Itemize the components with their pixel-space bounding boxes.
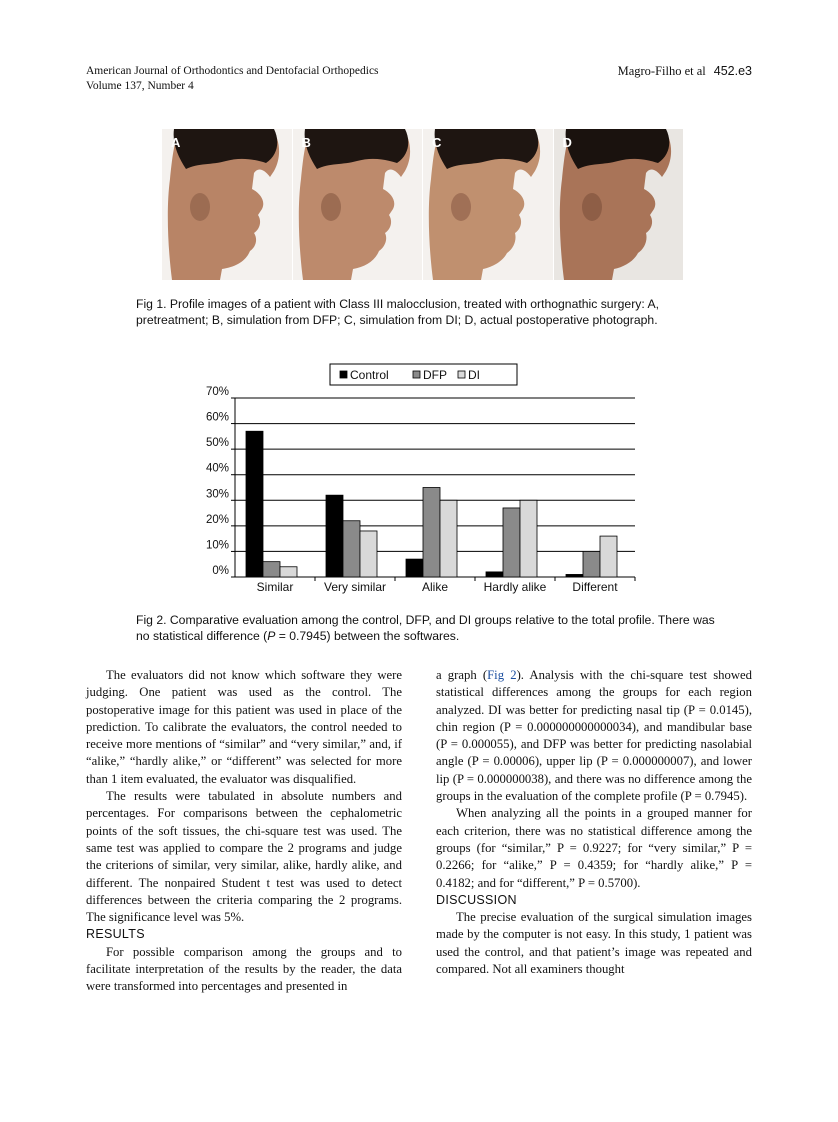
bar-dfp [343,521,360,577]
y-tick-label: 20% [205,513,229,526]
body-column-left [86,667,402,996]
legend-label: DFP [423,368,447,382]
legend-label: DI [468,368,480,382]
legend-swatch [413,371,420,378]
body-paragraph: When analyzing all the points in a grouped manner for each criterion, there was no statistical difference among the groups (for “similar,” P = 0.9227; for “very similar,” P = 0.2266; for “alike,” P = 0.4359; for “hardly alike,” P = 0.4182; and for “different,” P = 0.5700). [436,806,752,890]
running-header-right [618,64,752,79]
body-text: ). Analysis with the chi-square test showed statistical differences among the groups for each region analyzed. DI was better for predicting nasal tip (P = 0.0145), chin region (P = 0.000000000000034), and mandibular base (P = 0.000055), and DFP was better for predicting nasolabial angle (P = 0.00006), upper lip (P = 0.000000007), and lower lip (P = 0.000000038), and there was no difference among the groups in the evaluation of the complete profile (P = 0.7945). [436,668,752,804]
bar-control [486,572,503,577]
panel-label: A [171,135,181,150]
bar-dfp [423,488,440,578]
y-tick-label: 70% [205,386,229,398]
y-tick-label: 40% [205,462,229,475]
caption-text-end: = 0.7945) between the softwares. [275,629,460,643]
x-tick-label: Different [572,580,618,594]
legend-swatch [340,371,347,378]
legend-swatch [458,371,465,378]
bar-dfp [583,551,600,577]
body-paragraph: For possible comparison among the groups and to facilitate interpretation of the results by the reader, the data were transformed into percentages and presented in [86,944,402,994]
body-paragraph: The results were tabulated in absolute numbers and percentages. For comparisons between the cephalometric points of the soft tissues, the chi-square test was used. The same test was applied to compare the 2 programs and judge the criterions of similar, very similar, alike, hardly alike, and different. The nonpaired Student t test was used to detect differences between the criteria comparing the 2 programs. The significance level was 5%. [86,789,402,925]
profile-photo-b [293,129,423,280]
journal-volume: Volume 137, Number 4 [86,80,194,92]
panel-label: D [562,135,572,150]
bar-di [440,500,457,577]
body-paragraph: The precise evaluation of the surgical simulation images made by the computer is not easy. In this study, 1 patient was used the control, and that patient’s image was repeated and compared. Not all examiners thought [436,910,752,977]
panel-label: C [432,135,442,150]
body-column-right [436,667,752,978]
x-tick-label: Similar [256,580,294,594]
page-number: 452.e3 [713,64,752,78]
figure1-photos [162,129,683,280]
profile-photo-d [554,129,684,280]
bar-di [520,500,537,577]
figure2-caption [136,612,716,644]
bar-control [246,431,263,577]
bar-di [600,536,617,577]
bar-di [280,567,297,577]
profile-face-image [162,129,292,280]
y-tick-label: 0% [212,565,229,577]
profile-face-image [554,129,684,280]
caption-text: Fig 2. Comparative evaluation among the control, DFP, and DI groups relative to the total profile. There was no statistical difference ( [136,613,715,643]
body-paragraph [436,667,752,805]
author-name: Magro-Filho et al [617,64,706,78]
profile-face-image [293,129,423,280]
x-tick-label: Very similar [323,580,387,594]
figure1-caption: Fig 1. Profile images of a patient with Class III malocclusion, treated with orthognathic surgery: A, pretreatment; B, simulation from DFP; C, simulation from DI; D, actual postoperative photograph. [136,297,659,327]
x-tick-label: Alike [421,580,449,594]
bar-dfp [263,562,280,577]
bar-chart [190,360,650,600]
profile-face-image [423,129,553,280]
legend-label: Control [350,368,389,382]
bar-control [326,495,343,577]
y-tick-label: 10% [205,539,229,552]
body-paragraph: The evaluators did not know which software they were judging. One patient was used as the control. The postoperative image for this patient was used in place of the prediction. To calibrate the evaluators, the control needed to receive more mentions of “similar” and “very similar,” and, if “alike,” “hardly alike,” or “different” was selected for more than 1 item evaluated, the evaluator was disqualified. [86,668,402,786]
profile-photo-a [162,129,292,280]
profile-photo-c [423,129,553,280]
caption-p-symbol: P [267,629,276,643]
journal-title: American Journal of Orthodontics and Dentofacial Orthopedics [86,65,379,77]
y-tick-label: 30% [205,488,229,501]
bar-dfp [503,508,520,577]
bar-control [406,559,423,577]
x-tick-label: Hardly alike [483,580,547,594]
y-tick-label: 50% [205,437,229,450]
running-header-left [86,64,379,94]
results-heading: RESULTS [86,927,145,942]
body-text: a graph ( [436,668,488,682]
bar-di [360,531,377,577]
discussion-heading: DISCUSSION [436,892,517,907]
y-tick-label: 60% [205,411,229,424]
bar-control [566,574,583,577]
panel-label: B [301,135,311,150]
figure-2-link[interactable]: Fig 2 [487,668,517,682]
